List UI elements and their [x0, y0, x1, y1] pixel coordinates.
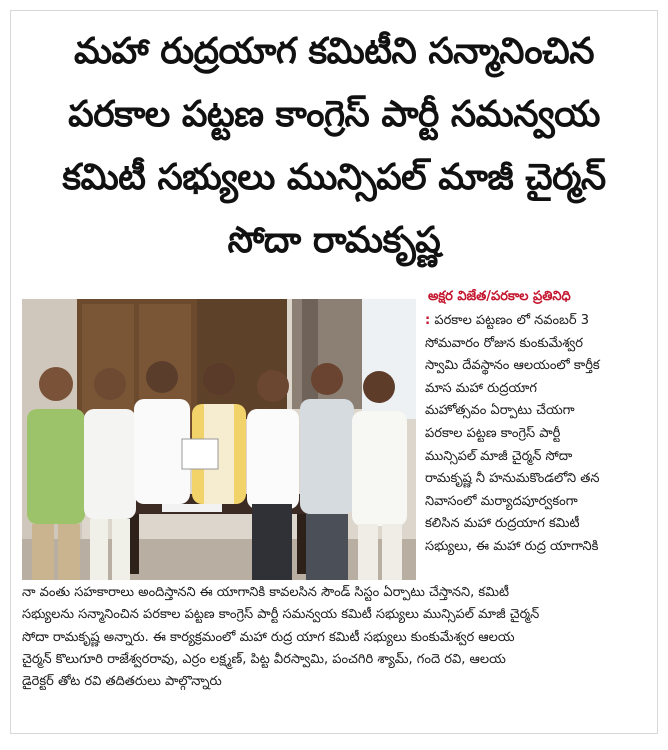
article-line: డైరెక్టర్ తోట రవి తదితరులు పాల్గొన్నారు [22, 674, 222, 690]
article-line-text: పరకాల పట్టణం లో నవంబర్ 3 [434, 313, 589, 328]
article-line: మాస మహా రుద్రయాగ [425, 380, 537, 396]
article-line: నివాసంలో మర్యాదపూర్వకంగా [425, 493, 578, 509]
headline-line-4: సోదా రామకృష్ణ [227, 220, 441, 261]
group-photo-illustration [22, 299, 416, 580]
article-line: నా వంతు సహకారాలు అందిస్తానని ఈ యాగానికి కావలసిన సౌండ్ సిస్టం ఏర్పాటు చేస్తానని, కమిటీ [22, 585, 509, 600]
news-photo [22, 299, 416, 580]
article-side-column [425, 310, 657, 559]
article-line: స్వామి దేవస్థానం ఆలయంలో కార్తీక [425, 358, 600, 374]
article-line [425, 310, 657, 333]
headline-line-3: కమిటీ సభ్యులు మున్సిపల్ మాజీ చైర్మన్ [62, 157, 606, 198]
headline [0, 20, 668, 272]
article-line: చైర్మన్ కొలుగూరి రాజేశ్వరరావు, ఎర్రం లక్ష్మణ్, పిట్ట వీరస్వామి, పంచగిరి శ్యామ్, గందె రవి, ఆలయ [22, 651, 506, 667]
article-line: రామకృష్ణ నీ హనుమకొండలోని తన [425, 471, 600, 487]
article-line: సభ్యులను సన్మానించిన పరకాల పట్టణ కాంగ్రెస్ పార్టీ సమన్వయ కమిటీ సభ్యులు మున్సిపల్ మాజీ చైర్మన్ [22, 607, 540, 623]
article-line: పరకాల పట్టణ కాంగ్రెస్ పార్టీ [425, 425, 561, 441]
headline-line-1: మహా రుద్రయాగ కమిటీని సన్మానించిన [73, 31, 595, 72]
article-bottom-text [22, 582, 652, 693]
article-line: సోమవారం రోజున కుంకుమేశ్వర [425, 335, 583, 351]
article-line: కలిసిన మహా రుద్రయాగ కమిటీ [425, 516, 580, 532]
lead-colon: : [425, 313, 431, 328]
article-line: మున్సిపల్ మాజీ చైర్మన్ సోదా [425, 448, 573, 464]
article-line: మహోత్సవం ఏర్పాటు చేయగా [425, 403, 575, 419]
article-line: సోదా రామకృష్ణ అన్నారు. ఈ కార్యక్రమంలో మహా రుద్ర యాగ కమిటీ సభ్యులు కుంకుమేశ్వర ఆలయ [22, 629, 515, 645]
article-line: సభ్యులు, ఈ మహా రుద్ర యాగానికి [425, 538, 599, 554]
dateline: అక్షర విజేత/పరకాల ప్రతినిధి [428, 289, 571, 304]
headline-line-2: పరకాల పట్టణ కాంగ్రెస్ పార్టీ సమన్వయ [68, 94, 600, 135]
